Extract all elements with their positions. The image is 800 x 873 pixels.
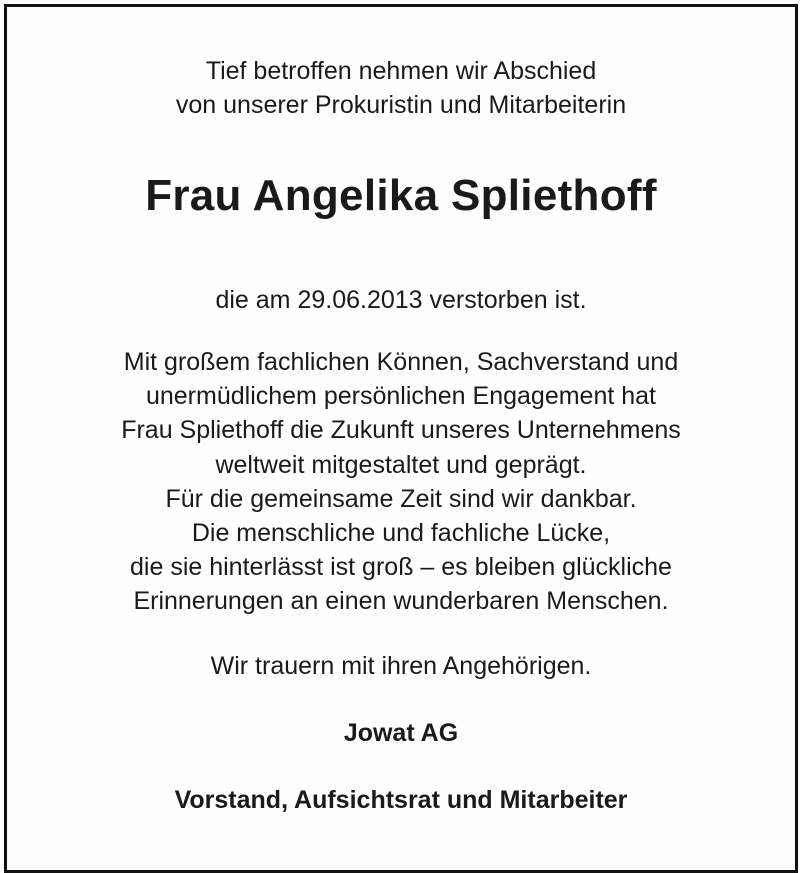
tribute-line-7: die sie hinterlässt ist groß – es bleiben glückliche bbox=[130, 553, 672, 581]
company-name: Jowat AG bbox=[343, 719, 459, 747]
tribute-line-4: weltweit mitgestaltet und geprägt. bbox=[215, 451, 587, 479]
deceased-name: Frau Angelika Spliethoff bbox=[145, 171, 657, 220]
signatories: Vorstand, Aufsichtsrat und Mitarbeiter bbox=[174, 786, 628, 814]
tribute-line-5: Für die gemeinsame Zeit sind wir dankbar. bbox=[165, 485, 637, 513]
obituary-frame bbox=[4, 4, 798, 873]
tribute-line-2: unermüdlichem persönlichen Engagement hat bbox=[145, 382, 657, 410]
tribute-line-8: Erinnerungen an einen wunderbaren Menschen. bbox=[133, 587, 669, 615]
intro-line-2: von unserer Prokuristin und Mitarbeiterin bbox=[175, 91, 627, 119]
tribute-line-6: Die menschliche und fachliche Lücke, bbox=[191, 519, 611, 547]
tribute-line-1: Mit großem fachlichen Können, Sachverstand und bbox=[123, 348, 679, 376]
death-date-line: die am 29.06.2013 verstorben ist. bbox=[215, 286, 587, 314]
intro-line-1: Tief betroffen nehmen wir Abschied bbox=[205, 57, 597, 85]
obituary-content bbox=[7, 7, 795, 870]
mourning-line: Wir trauern mit ihren Angehörigen. bbox=[210, 652, 592, 680]
tribute-line-3: Frau Spliethoff die Zukunft unseres Unternehmens bbox=[121, 416, 681, 444]
